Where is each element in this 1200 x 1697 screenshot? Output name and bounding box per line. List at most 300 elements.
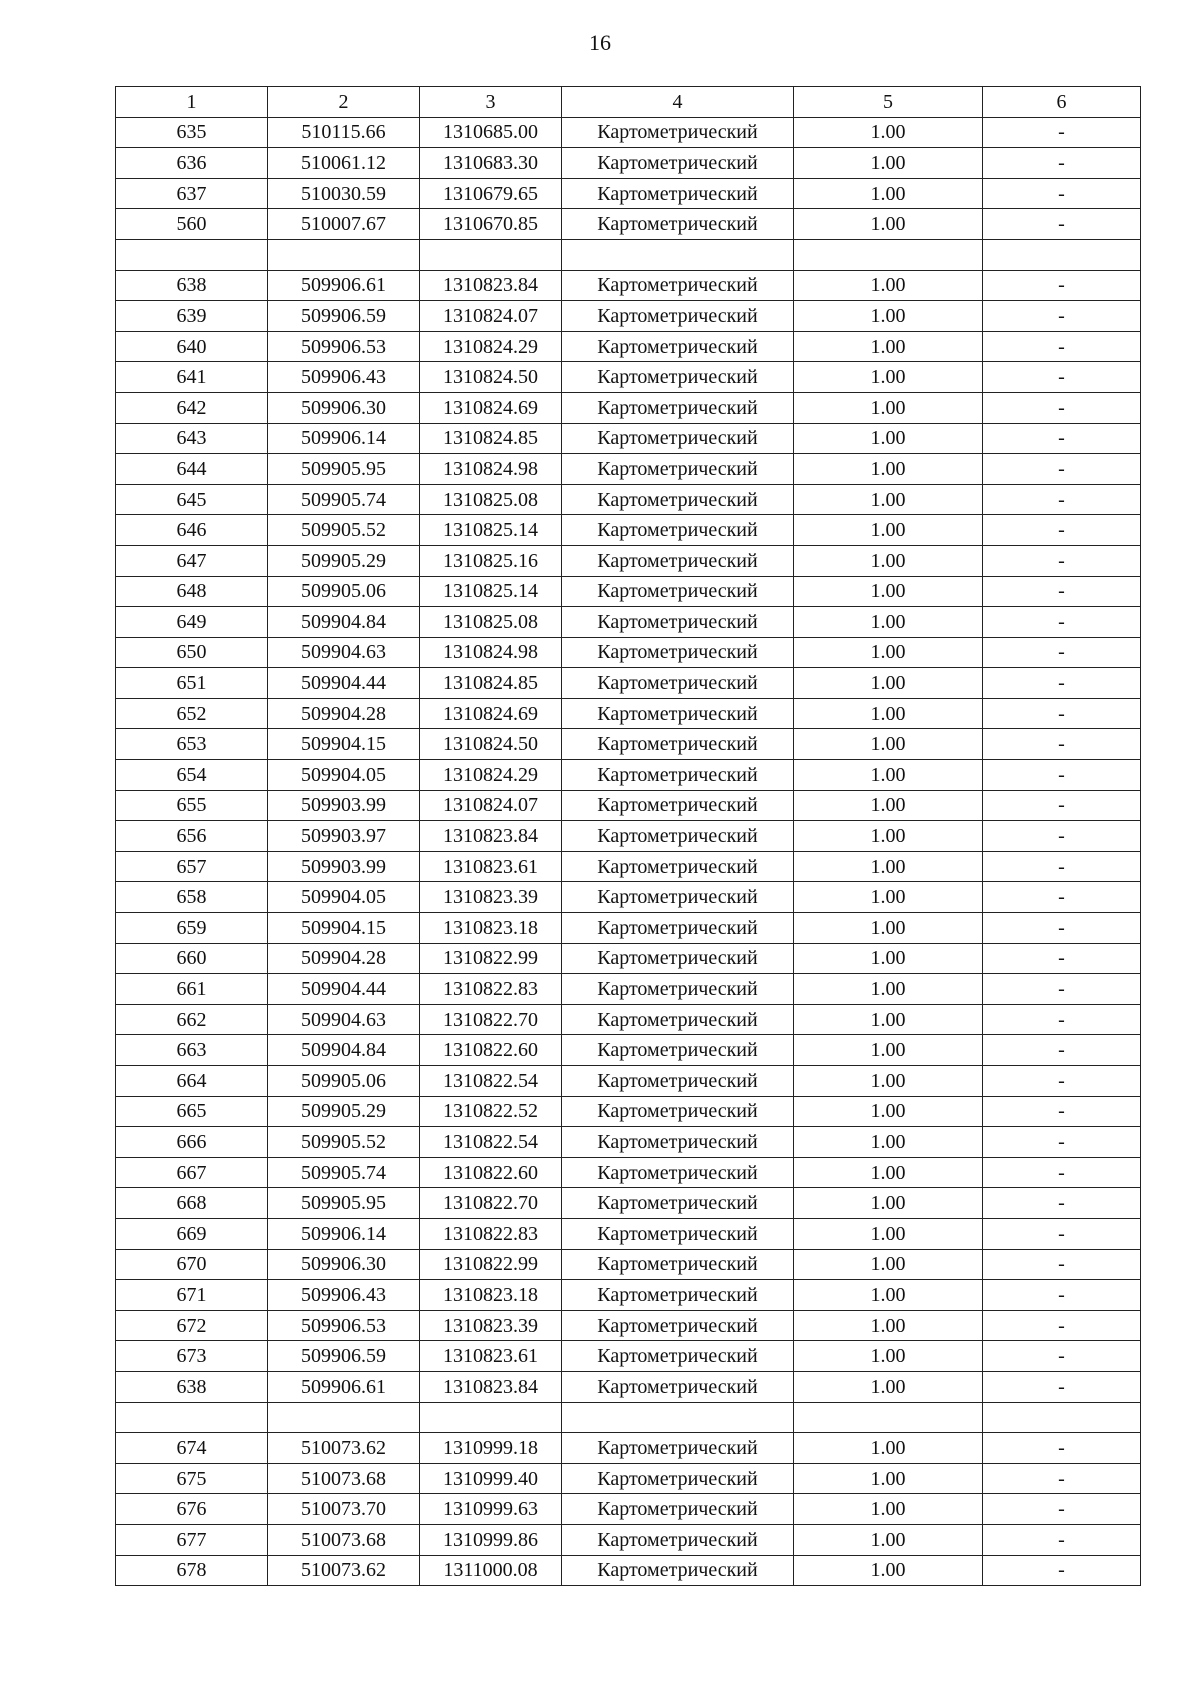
cell-method: Картометрический	[562, 882, 794, 913]
cell-description: -	[983, 392, 1141, 423]
cell-point-number: 663	[116, 1035, 268, 1066]
table-header	[116, 87, 1141, 118]
table-row	[116, 637, 1141, 668]
table-row	[116, 148, 1141, 179]
cell-description: -	[983, 698, 1141, 729]
cell-point-number: 658	[116, 882, 268, 913]
table-body	[116, 117, 1141, 1586]
cell-method: Картометрический	[562, 148, 794, 179]
cell-method: Картометрический	[562, 637, 794, 668]
cell-point-number	[116, 1402, 268, 1433]
cell-point-number: 665	[116, 1096, 268, 1127]
cell-y-coordinate: 1310823.84	[420, 270, 562, 301]
table-row	[116, 178, 1141, 209]
cell-description: -	[983, 790, 1141, 821]
table-row	[116, 607, 1141, 638]
cell-y-coordinate: 1310822.83	[420, 974, 562, 1005]
header-cell-4: 4	[562, 87, 794, 118]
cell-x-coordinate: 509906.43	[268, 362, 420, 393]
cell-method: Картометрический	[562, 1463, 794, 1494]
cell-y-coordinate: 1310823.39	[420, 882, 562, 913]
cell-point-number	[116, 239, 268, 270]
cell-x-coordinate: 509906.59	[268, 1341, 420, 1372]
cell-description: -	[983, 729, 1141, 760]
cell-y-coordinate: 1310685.00	[420, 117, 562, 148]
cell-accuracy: 1.00	[794, 1310, 983, 1341]
table-row	[116, 1066, 1141, 1097]
cell-method: Картометрический	[562, 1433, 794, 1464]
cell-x-coordinate: 509904.84	[268, 607, 420, 638]
cell-y-coordinate: 1310824.07	[420, 301, 562, 332]
cell-accuracy: 1.00	[794, 148, 983, 179]
header-cell-6: 6	[983, 87, 1141, 118]
cell-point-number: 647	[116, 545, 268, 576]
cell-accuracy: 1.00	[794, 821, 983, 852]
cell-x-coordinate: 509905.29	[268, 545, 420, 576]
cell-y-coordinate: 1310823.61	[420, 851, 562, 882]
cell-method: Картометрический	[562, 729, 794, 760]
table-row	[116, 1218, 1141, 1249]
cell-x-coordinate: 509904.44	[268, 974, 420, 1005]
header-cell-1: 1	[116, 87, 268, 118]
cell-method: Картометрический	[562, 1371, 794, 1402]
cell-accuracy: 1.00	[794, 882, 983, 913]
header-cell-2: 2	[268, 87, 420, 118]
cell-method: Картометрический	[562, 178, 794, 209]
cell-accuracy: 1.00	[794, 301, 983, 332]
cell-accuracy: 1.00	[794, 362, 983, 393]
cell-point-number: 638	[116, 270, 268, 301]
table-row	[116, 209, 1141, 240]
cell-accuracy: 1.00	[794, 209, 983, 240]
cell-method: Картометрический	[562, 1524, 794, 1555]
table-row	[116, 545, 1141, 576]
cell-method: Картометрический	[562, 1035, 794, 1066]
cell-method: Картометрический	[562, 515, 794, 546]
cell-accuracy: 1.00	[794, 1433, 983, 1464]
cell-description: -	[983, 270, 1141, 301]
table-row	[116, 301, 1141, 332]
cell-point-number: 667	[116, 1157, 268, 1188]
cell-accuracy: 1.00	[794, 974, 983, 1005]
cell-accuracy: 1.00	[794, 1096, 983, 1127]
cell-point-number: 672	[116, 1310, 268, 1341]
table-row	[116, 117, 1141, 148]
cell-description: -	[983, 454, 1141, 485]
cell-accuracy: 1.00	[794, 1157, 983, 1188]
cell-x-coordinate: 509905.06	[268, 576, 420, 607]
table-row	[116, 1004, 1141, 1035]
cell-accuracy: 1.00	[794, 668, 983, 699]
cell-x-coordinate: 509904.63	[268, 1004, 420, 1035]
cell-description: -	[983, 1035, 1141, 1066]
cell-y-coordinate: 1310822.70	[420, 1004, 562, 1035]
cell-accuracy: 1.00	[794, 484, 983, 515]
cell-point-number: 671	[116, 1280, 268, 1311]
cell-method	[562, 239, 794, 270]
cell-y-coordinate: 1310824.85	[420, 423, 562, 454]
cell-method: Картометрический	[562, 607, 794, 638]
cell-point-number: 651	[116, 668, 268, 699]
cell-description: -	[983, 1524, 1141, 1555]
table-row	[116, 1280, 1141, 1311]
cell-method: Картометрический	[562, 668, 794, 699]
cell-accuracy: 1.00	[794, 270, 983, 301]
cell-point-number: 650	[116, 637, 268, 668]
table-row	[116, 943, 1141, 974]
cell-point-number: 661	[116, 974, 268, 1005]
cell-x-coordinate: 509906.43	[268, 1280, 420, 1311]
cell-accuracy: 1.00	[794, 607, 983, 638]
cell-x-coordinate: 509904.15	[268, 913, 420, 944]
cell-point-number: 653	[116, 729, 268, 760]
cell-method: Картометрический	[562, 484, 794, 515]
cell-method: Картометрический	[562, 760, 794, 791]
cell-accuracy: 1.00	[794, 454, 983, 485]
cell-x-coordinate: 510073.70	[268, 1494, 420, 1525]
cell-description: -	[983, 1494, 1141, 1525]
table-row	[116, 392, 1141, 423]
table-row	[116, 1188, 1141, 1219]
cell-method: Картометрический	[562, 209, 794, 240]
table-row	[116, 1157, 1141, 1188]
cell-x-coordinate: 509903.99	[268, 790, 420, 821]
table-row	[116, 423, 1141, 454]
cell-description: -	[983, 1249, 1141, 1280]
cell-y-coordinate: 1310824.69	[420, 392, 562, 423]
cell-x-coordinate: 509906.30	[268, 392, 420, 423]
table-gap-row	[116, 239, 1141, 270]
cell-y-coordinate: 1310822.54	[420, 1066, 562, 1097]
cell-x-coordinate: 510061.12	[268, 148, 420, 179]
cell-y-coordinate: 1310825.14	[420, 515, 562, 546]
cell-description: -	[983, 668, 1141, 699]
cell-y-coordinate: 1310825.16	[420, 545, 562, 576]
cell-method: Картометрический	[562, 1555, 794, 1586]
cell-x-coordinate: 509904.05	[268, 760, 420, 791]
cell-point-number: 659	[116, 913, 268, 944]
table-row	[116, 484, 1141, 515]
table-row	[116, 1096, 1141, 1127]
table-row	[116, 790, 1141, 821]
cell-description: -	[983, 1218, 1141, 1249]
table-row	[116, 974, 1141, 1005]
cell-accuracy: 1.00	[794, 178, 983, 209]
cell-y-coordinate: 1310825.14	[420, 576, 562, 607]
cell-y-coordinate: 1310825.08	[420, 607, 562, 638]
cell-method: Картометрический	[562, 270, 794, 301]
cell-point-number: 644	[116, 454, 268, 485]
cell-y-coordinate: 1310824.69	[420, 698, 562, 729]
table-row	[116, 331, 1141, 362]
cell-accuracy: 1.00	[794, 698, 983, 729]
header-cell-3: 3	[420, 87, 562, 118]
cell-accuracy: 1.00	[794, 790, 983, 821]
cell-description: -	[983, 331, 1141, 362]
cell-method: Картометрический	[562, 974, 794, 1005]
cell-x-coordinate: 509904.05	[268, 882, 420, 913]
cell-description: -	[983, 148, 1141, 179]
cell-description: -	[983, 1371, 1141, 1402]
table-gap-row	[116, 1402, 1141, 1433]
cell-description: -	[983, 1433, 1141, 1464]
cell-point-number: 656	[116, 821, 268, 852]
cell-accuracy: 1.00	[794, 1218, 983, 1249]
cell-y-coordinate: 1310822.99	[420, 943, 562, 974]
cell-accuracy: 1.00	[794, 729, 983, 760]
cell-point-number: 638	[116, 1371, 268, 1402]
cell-x-coordinate: 510073.62	[268, 1555, 420, 1586]
cell-x-coordinate: 509905.95	[268, 1188, 420, 1219]
cell-x-coordinate: 509906.14	[268, 423, 420, 454]
cell-y-coordinate: 1310999.40	[420, 1463, 562, 1494]
cell-method: Картометрический	[562, 851, 794, 882]
table-row	[116, 851, 1141, 882]
cell-x-coordinate: 510073.62	[268, 1433, 420, 1464]
cell-accuracy: 1.00	[794, 1463, 983, 1494]
table-row	[116, 1310, 1141, 1341]
cell-method: Картометрический	[562, 1494, 794, 1525]
cell-point-number: 677	[116, 1524, 268, 1555]
cell-y-coordinate: 1310670.85	[420, 209, 562, 240]
cell-description: -	[983, 484, 1141, 515]
coordinates-table	[115, 86, 1141, 1586]
cell-description: -	[983, 178, 1141, 209]
cell-x-coordinate: 509905.52	[268, 515, 420, 546]
cell-description: -	[983, 1555, 1141, 1586]
cell-accuracy: 1.00	[794, 1249, 983, 1280]
cell-method: Картометрический	[562, 545, 794, 576]
cell-description: -	[983, 851, 1141, 882]
cell-point-number: 635	[116, 117, 268, 148]
cell-x-coordinate: 509905.06	[268, 1066, 420, 1097]
cell-x-coordinate: 509905.95	[268, 454, 420, 485]
table-row	[116, 1249, 1141, 1280]
cell-description: -	[983, 760, 1141, 791]
cell-x-coordinate: 510073.68	[268, 1524, 420, 1555]
cell-accuracy: 1.00	[794, 423, 983, 454]
cell-point-number: 674	[116, 1433, 268, 1464]
cell-description: -	[983, 974, 1141, 1005]
cell-method: Картометрический	[562, 1066, 794, 1097]
cell-y-coordinate: 1310823.84	[420, 821, 562, 852]
cell-point-number: 668	[116, 1188, 268, 1219]
cell-x-coordinate: 509905.74	[268, 484, 420, 515]
cell-method: Картометрический	[562, 392, 794, 423]
cell-x-coordinate: 509906.14	[268, 1218, 420, 1249]
cell-point-number: 652	[116, 698, 268, 729]
cell-accuracy: 1.00	[794, 392, 983, 423]
cell-y-coordinate: 1310999.86	[420, 1524, 562, 1555]
cell-y-coordinate: 1310823.18	[420, 1280, 562, 1311]
cell-method: Картометрический	[562, 1157, 794, 1188]
cell-method: Картометрический	[562, 454, 794, 485]
cell-point-number: 676	[116, 1494, 268, 1525]
cell-method: Картометрический	[562, 698, 794, 729]
cell-point-number: 642	[116, 392, 268, 423]
table-row	[116, 668, 1141, 699]
cell-y-coordinate: 1310824.50	[420, 729, 562, 760]
cell-y-coordinate: 1310822.60	[420, 1157, 562, 1188]
cell-accuracy: 1.00	[794, 1524, 983, 1555]
cell-y-coordinate: 1310822.83	[420, 1218, 562, 1249]
table-row	[116, 362, 1141, 393]
cell-method: Картометрический	[562, 362, 794, 393]
cell-description: -	[983, 913, 1141, 944]
cell-accuracy: 1.00	[794, 1127, 983, 1158]
cell-y-coordinate: 1310822.54	[420, 1127, 562, 1158]
table-row	[116, 913, 1141, 944]
table-row	[116, 1555, 1141, 1586]
cell-accuracy: 1.00	[794, 1555, 983, 1586]
cell-method: Картометрический	[562, 1249, 794, 1280]
cell-x-coordinate: 509904.15	[268, 729, 420, 760]
cell-y-coordinate: 1310823.61	[420, 1341, 562, 1372]
page-number: 16	[589, 30, 611, 55]
cell-x-coordinate	[268, 1402, 420, 1433]
cell-point-number: 654	[116, 760, 268, 791]
cell-description: -	[983, 1157, 1141, 1188]
cell-y-coordinate: 1310824.85	[420, 668, 562, 699]
cell-method: Картометрический	[562, 943, 794, 974]
cell-x-coordinate: 509906.53	[268, 1310, 420, 1341]
cell-point-number: 670	[116, 1249, 268, 1280]
table-row	[116, 515, 1141, 546]
cell-x-coordinate: 509905.52	[268, 1127, 420, 1158]
cell-point-number: 639	[116, 301, 268, 332]
cell-point-number: 666	[116, 1127, 268, 1158]
cell-y-coordinate: 1310824.29	[420, 331, 562, 362]
cell-method: Картометрический	[562, 1218, 794, 1249]
cell-method: Картометрический	[562, 1188, 794, 1219]
cell-method: Картометрический	[562, 301, 794, 332]
cell-accuracy: 1.00	[794, 637, 983, 668]
cell-accuracy: 1.00	[794, 913, 983, 944]
table-row	[116, 1433, 1141, 1464]
cell-x-coordinate: 509904.28	[268, 698, 420, 729]
cell-description: -	[983, 301, 1141, 332]
table-row	[116, 1341, 1141, 1372]
cell-point-number: 657	[116, 851, 268, 882]
cell-description: -	[983, 607, 1141, 638]
cell-accuracy: 1.00	[794, 760, 983, 791]
cell-y-coordinate: 1310824.29	[420, 760, 562, 791]
table-row	[116, 882, 1141, 913]
cell-accuracy: 1.00	[794, 331, 983, 362]
cell-y-coordinate: 1310679.65	[420, 178, 562, 209]
cell-x-coordinate: 510030.59	[268, 178, 420, 209]
cell-x-coordinate: 509904.63	[268, 637, 420, 668]
cell-description: -	[983, 1066, 1141, 1097]
cell-point-number: 655	[116, 790, 268, 821]
cell-y-coordinate: 1311000.08	[420, 1555, 562, 1586]
cell-description: -	[983, 943, 1141, 974]
cell-x-coordinate: 509906.61	[268, 1371, 420, 1402]
cell-point-number: 641	[116, 362, 268, 393]
cell-method: Картометрический	[562, 1341, 794, 1372]
cell-y-coordinate: 1310824.50	[420, 362, 562, 393]
table-row	[116, 821, 1141, 852]
table-row	[116, 1494, 1141, 1525]
table-row	[116, 454, 1141, 485]
cell-point-number: 646	[116, 515, 268, 546]
cell-y-coordinate: 1310823.18	[420, 913, 562, 944]
cell-x-coordinate: 509905.29	[268, 1096, 420, 1127]
cell-description: -	[983, 1280, 1141, 1311]
table-row	[116, 1463, 1141, 1494]
cell-description: -	[983, 515, 1141, 546]
cell-y-coordinate: 1310824.07	[420, 790, 562, 821]
cell-method: Картометрический	[562, 331, 794, 362]
cell-point-number: 649	[116, 607, 268, 638]
cell-x-coordinate: 509903.99	[268, 851, 420, 882]
cell-point-number: 673	[116, 1341, 268, 1372]
cell-x-coordinate: 510073.68	[268, 1463, 420, 1494]
cell-description: -	[983, 545, 1141, 576]
cell-point-number: 636	[116, 148, 268, 179]
cell-description: -	[983, 1188, 1141, 1219]
cell-accuracy: 1.00	[794, 576, 983, 607]
cell-description: -	[983, 576, 1141, 607]
cell-x-coordinate: 509906.53	[268, 331, 420, 362]
cell-y-coordinate: 1310823.84	[420, 1371, 562, 1402]
cell-point-number: 664	[116, 1066, 268, 1097]
cell-x-coordinate: 510115.66	[268, 117, 420, 148]
cell-accuracy: 1.00	[794, 1004, 983, 1035]
cell-description: -	[983, 1341, 1141, 1372]
cell-x-coordinate: 510007.67	[268, 209, 420, 240]
table-row	[116, 698, 1141, 729]
cell-accuracy: 1.00	[794, 851, 983, 882]
cell-y-coordinate	[420, 1402, 562, 1433]
cell-accuracy: 1.00	[794, 1188, 983, 1219]
cell-y-coordinate: 1310823.39	[420, 1310, 562, 1341]
cell-method: Картометрический	[562, 821, 794, 852]
cell-y-coordinate: 1310824.98	[420, 637, 562, 668]
cell-x-coordinate: 509906.30	[268, 1249, 420, 1280]
cell-accuracy	[794, 239, 983, 270]
table-row	[116, 1035, 1141, 1066]
table-row	[116, 576, 1141, 607]
cell-accuracy: 1.00	[794, 1035, 983, 1066]
cell-y-coordinate: 1310683.30	[420, 148, 562, 179]
cell-point-number: 660	[116, 943, 268, 974]
cell-method: Картометрический	[562, 1096, 794, 1127]
cell-description: -	[983, 637, 1141, 668]
cell-method: Картометрический	[562, 1127, 794, 1158]
table-row	[116, 729, 1141, 760]
cell-y-coordinate: 1310999.18	[420, 1433, 562, 1464]
cell-x-coordinate: 509904.28	[268, 943, 420, 974]
cell-description: -	[983, 117, 1141, 148]
cell-description: -	[983, 362, 1141, 393]
cell-accuracy: 1.00	[794, 1371, 983, 1402]
cell-accuracy: 1.00	[794, 545, 983, 576]
cell-method: Картометрический	[562, 1310, 794, 1341]
table-header-row	[116, 87, 1141, 118]
cell-x-coordinate: 509904.84	[268, 1035, 420, 1066]
cell-y-coordinate: 1310825.08	[420, 484, 562, 515]
cell-description: -	[983, 1004, 1141, 1035]
cell-point-number: 645	[116, 484, 268, 515]
cell-description	[983, 239, 1141, 270]
cell-point-number: 640	[116, 331, 268, 362]
cell-description: -	[983, 821, 1141, 852]
header-cell-5: 5	[794, 87, 983, 118]
cell-point-number: 675	[116, 1463, 268, 1494]
table-row	[116, 1127, 1141, 1158]
cell-x-coordinate: 509906.59	[268, 301, 420, 332]
